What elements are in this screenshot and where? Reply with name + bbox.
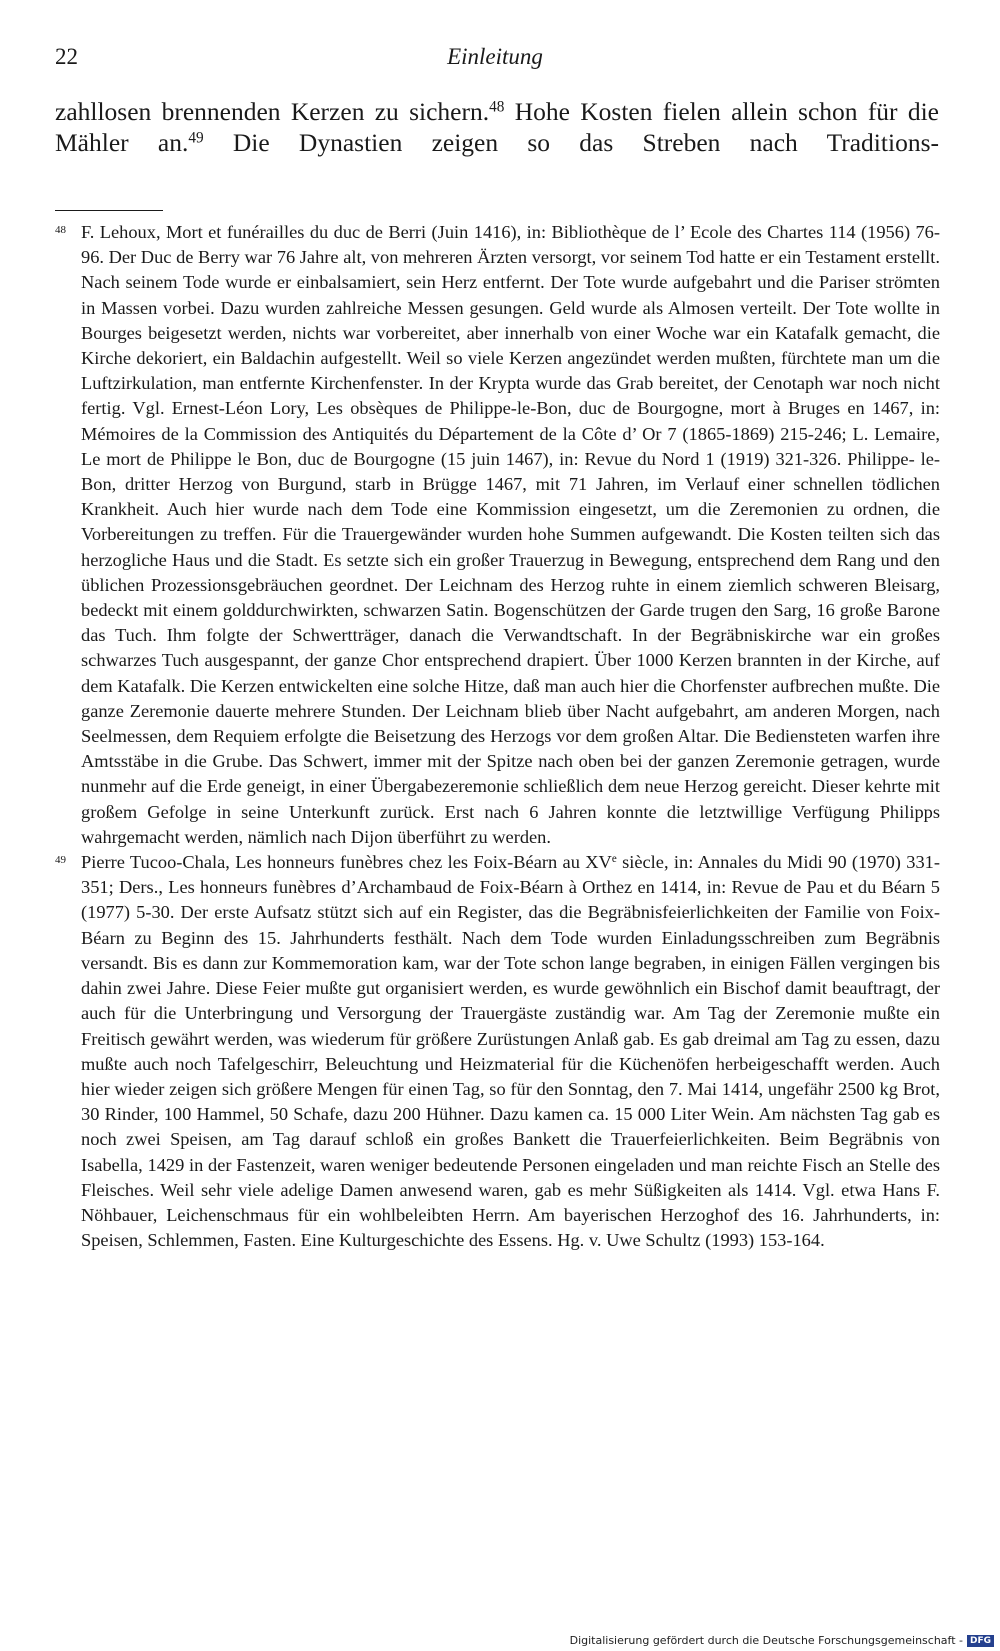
footnote-ref-48[interactable]: 48 bbox=[489, 98, 505, 116]
body-text-part-3: Die Dynastien zeigen so das Streben nach Traditions- bbox=[203, 128, 939, 157]
page-header bbox=[55, 44, 935, 78]
footnote-separator bbox=[55, 210, 163, 211]
footnote-49 bbox=[55, 850, 940, 1253]
footnote-text-part-b: siècle, in: Annales du Midi 90 (1970) 331-351; Ders., Les honneurs funèbres d’Archambaud de Foix-Béarn à Orthez en 1414, in: Revue de Pau et du Béarn 5 (1977) 5-30. Der erste Aufsatz stützt sich auf ein Register, das die Begräbnisfeierlichkeiten der Familie von Foix-Béarn zu Beginn des 15. Jahrhunderts festhält. Nach dem Tode wurden Einladungsschreiben zum Begräbnis versandt. Bis es dann zur Kommemoration kam, war der Tote schon lange begraben, in einigen Fällen vergingen bis dahin zwei Jahre. Diese Feier mußte gut organisiert werden, es wurde gewöhnlich ein Bischof damit beauftragt, der auch für die Unterbringung und Versorgung der Trauergäste zuständig war. Am Tag der Zeremonie mußte ein Freitisch gewährt werden, was wiederum für größere Zurüstungen Anlaß gab. Es gab dreimal am Tag zu essen, dazu mußte auch noch Tafelgeschirr, Beleuchtung und Heizmaterial für die Küchenöfen herbeigeschafft werden. Auch hier wieder zeigen sich größere Mengen für einen Tag, so für den Sonntag, den 7. Mai 1414, ungefähr 2500 kg Brot, 30 Rinder, 100 Hammel, 50 Schafe, dazu 200 Hühner. Dazu kamen ca. 15 000 Liter Wein. Am nächsten Tag gab es noch zwei Speisen, am Tag darauf schloß ein großes Bankett die Trauerfeierlichkeiten. Beim Begräbnis von Isabella, 1429 in der Fastenzeit, waren weniger bedeutende Personen eingeladen und man reichte Fisch an Stelle des Fleisches. Weil sehr viele adelige Damen anwesend waren, gab es mehr Süßigkeiten als 1414. Vgl. etwa Hans F. Nöhbauer, Leichenschmaus für ein wohlbeleibten Herrn. Am bayerischen Herzoghof des 16. Jahrhunderts, in: Speisen, Schlemmen, Fasten. Eine Kulturgeschichte des Essens. Hg. v. Uwe Schultz (1993) 153-164. bbox=[81, 852, 940, 1251]
running-title: Einleitung bbox=[447, 44, 543, 69]
body-text-part-2: Hohe Kosten fielen allein schon für die Mähler an. bbox=[55, 97, 939, 157]
dfg-logo: DFG bbox=[967, 1635, 994, 1647]
footnote-text bbox=[81, 852, 940, 1250]
body-text-part-1: zahllosen brennenden Kerzen zu sichern. bbox=[55, 97, 490, 126]
footnote-text: F. Lehoux, Mort et funérailles du duc de Berri (Juin 1416), in: Bibliothèque de l’ Ecole des Chartes 114 (1956) 76-96. Der Duc de Berry war 76 Jahre alt, von mehreren Ärzten versorgt, vor seinem Tod hatte er ein Testament erstellt. Nach seinem Tode wurde er einbalsamiert, sein Herz entfernt. Der Tote wurde aufgebahrt und die Pariser strömten in Massen vorbei. Dazu wurden zahlreiche Messen gesungen. Geld wurde als Almosen verteilt. Der Tote wollte in Bourges beigesetzt werden, nichts war vorbereitet, aber innerhalb von einer Woche war ein Katafalk gemacht, die Kirche dekoriert, ein Baldachin aufgestellt. Weil so viele Kerzen angezündet werden mußten, fürchtete man um die Luftzirkulation, man entfernte Kirchenfenster. In der Krypta wurde das Grab bereitet, der Cenotaph war noch nicht fertig. Vgl. Ernest-Léon Lory, Les obsèques de Philippe-le-Bon, duc de Bourgogne, mort à Bruges en 1467, in: Mémoires de la Commission des Antiquités du Département de la Côte d’ Or 7 (1865-1869) 215-246; L. Lemaire, Le mort de Philippe le Bon, duc de Bourgogne (15 juin 1467), in: Revue du Nord 1 (1919) 321-326. Philippe- le-Bon, dritter Herzog von Burgund, starb in Brügge 1467, mit 71 Jahren, im Verlauf einer schnellen tödlichen Krankheit. Auch hier wurde nach dem Tode eine Kommission eingesetzt, um die Zeremonien zu ordnen, die Vorbereitungen zu treffen. Für die Trauergewänder wurden hohe Summen aufgewandt. Die Kosten teilten sich das herzogliche Haus und die Stadt. Es setzte sich ein großer Trauerzug in Bewegung, entsprechend dem Rang und den üblichen Prozessionsgebräuchen geordnet. Der Leichnam des Herzog ruhte in einem ziemlich schweren Bleisarg, bedeckt mit einem golddurchwirkten, schwarzen Satin. Bogenschützen der Garde trugen den Sarg, 16 große Barone das Tuch. Ihm folgte der Schwertträger, danach die Verwandtschaft. In der Begräbniskirche war ein großes schwarzes Tuch ausgespannt, der ganze Chor entsprechend drapiert. Über 1000 Kerzen brannten in der Kirche, auf dem Katafalk. Die Kerzen entwickelten eine solche Hitze, daß man auch hier die Chorfenster aufbrechen mußte. Die ganze Zeremonie dauerte mehrere Stunden. Der Leichnam blieb über Nacht aufgebahrt, am anderen Morgen, nach Seelmessen, dem Requiem erfolgte die Beisetzung des Herzogs vor dem großen Altar. Die Bediensteten warfen ihre Amtsstäbe in die Grube. Das Schwert, immer mit der Spitze nach oben bei der ganzen Zeremonie getragen, wurde nunmehr auf die Erde geneigt, in einer Übergabezeremonie schließlich dem neue Herzog gereicht. Dieser kehrte mit großem Gefolge in seine Unterkunft zurück. Erst nach 6 Jahren konnte die letztwillige Verfügung Philipps wahrgemacht werden, nämlich nach Dijon überführt zu werden. bbox=[81, 222, 940, 847]
footnote-48 bbox=[55, 220, 940, 850]
footnote-ref-49[interactable]: 49 bbox=[188, 129, 204, 147]
footnote-number: 49 bbox=[55, 854, 66, 867]
footnote-number: 48 bbox=[55, 224, 66, 236]
digitization-footer bbox=[570, 1634, 994, 1647]
main-text-paragraph bbox=[55, 96, 939, 158]
century-superscript: e bbox=[611, 853, 617, 866]
footer-text: Digitalisierung gefördert durch die Deutsche Forschungsgemeinschaft - bbox=[569, 1634, 963, 1647]
page-number: 22 bbox=[55, 44, 78, 69]
footnotes bbox=[55, 220, 940, 1253]
footnote-text-part-a: Pierre Tucoo-Chala, Les honneurs funèbres chez les Foix-Béarn au XV bbox=[81, 852, 612, 873]
